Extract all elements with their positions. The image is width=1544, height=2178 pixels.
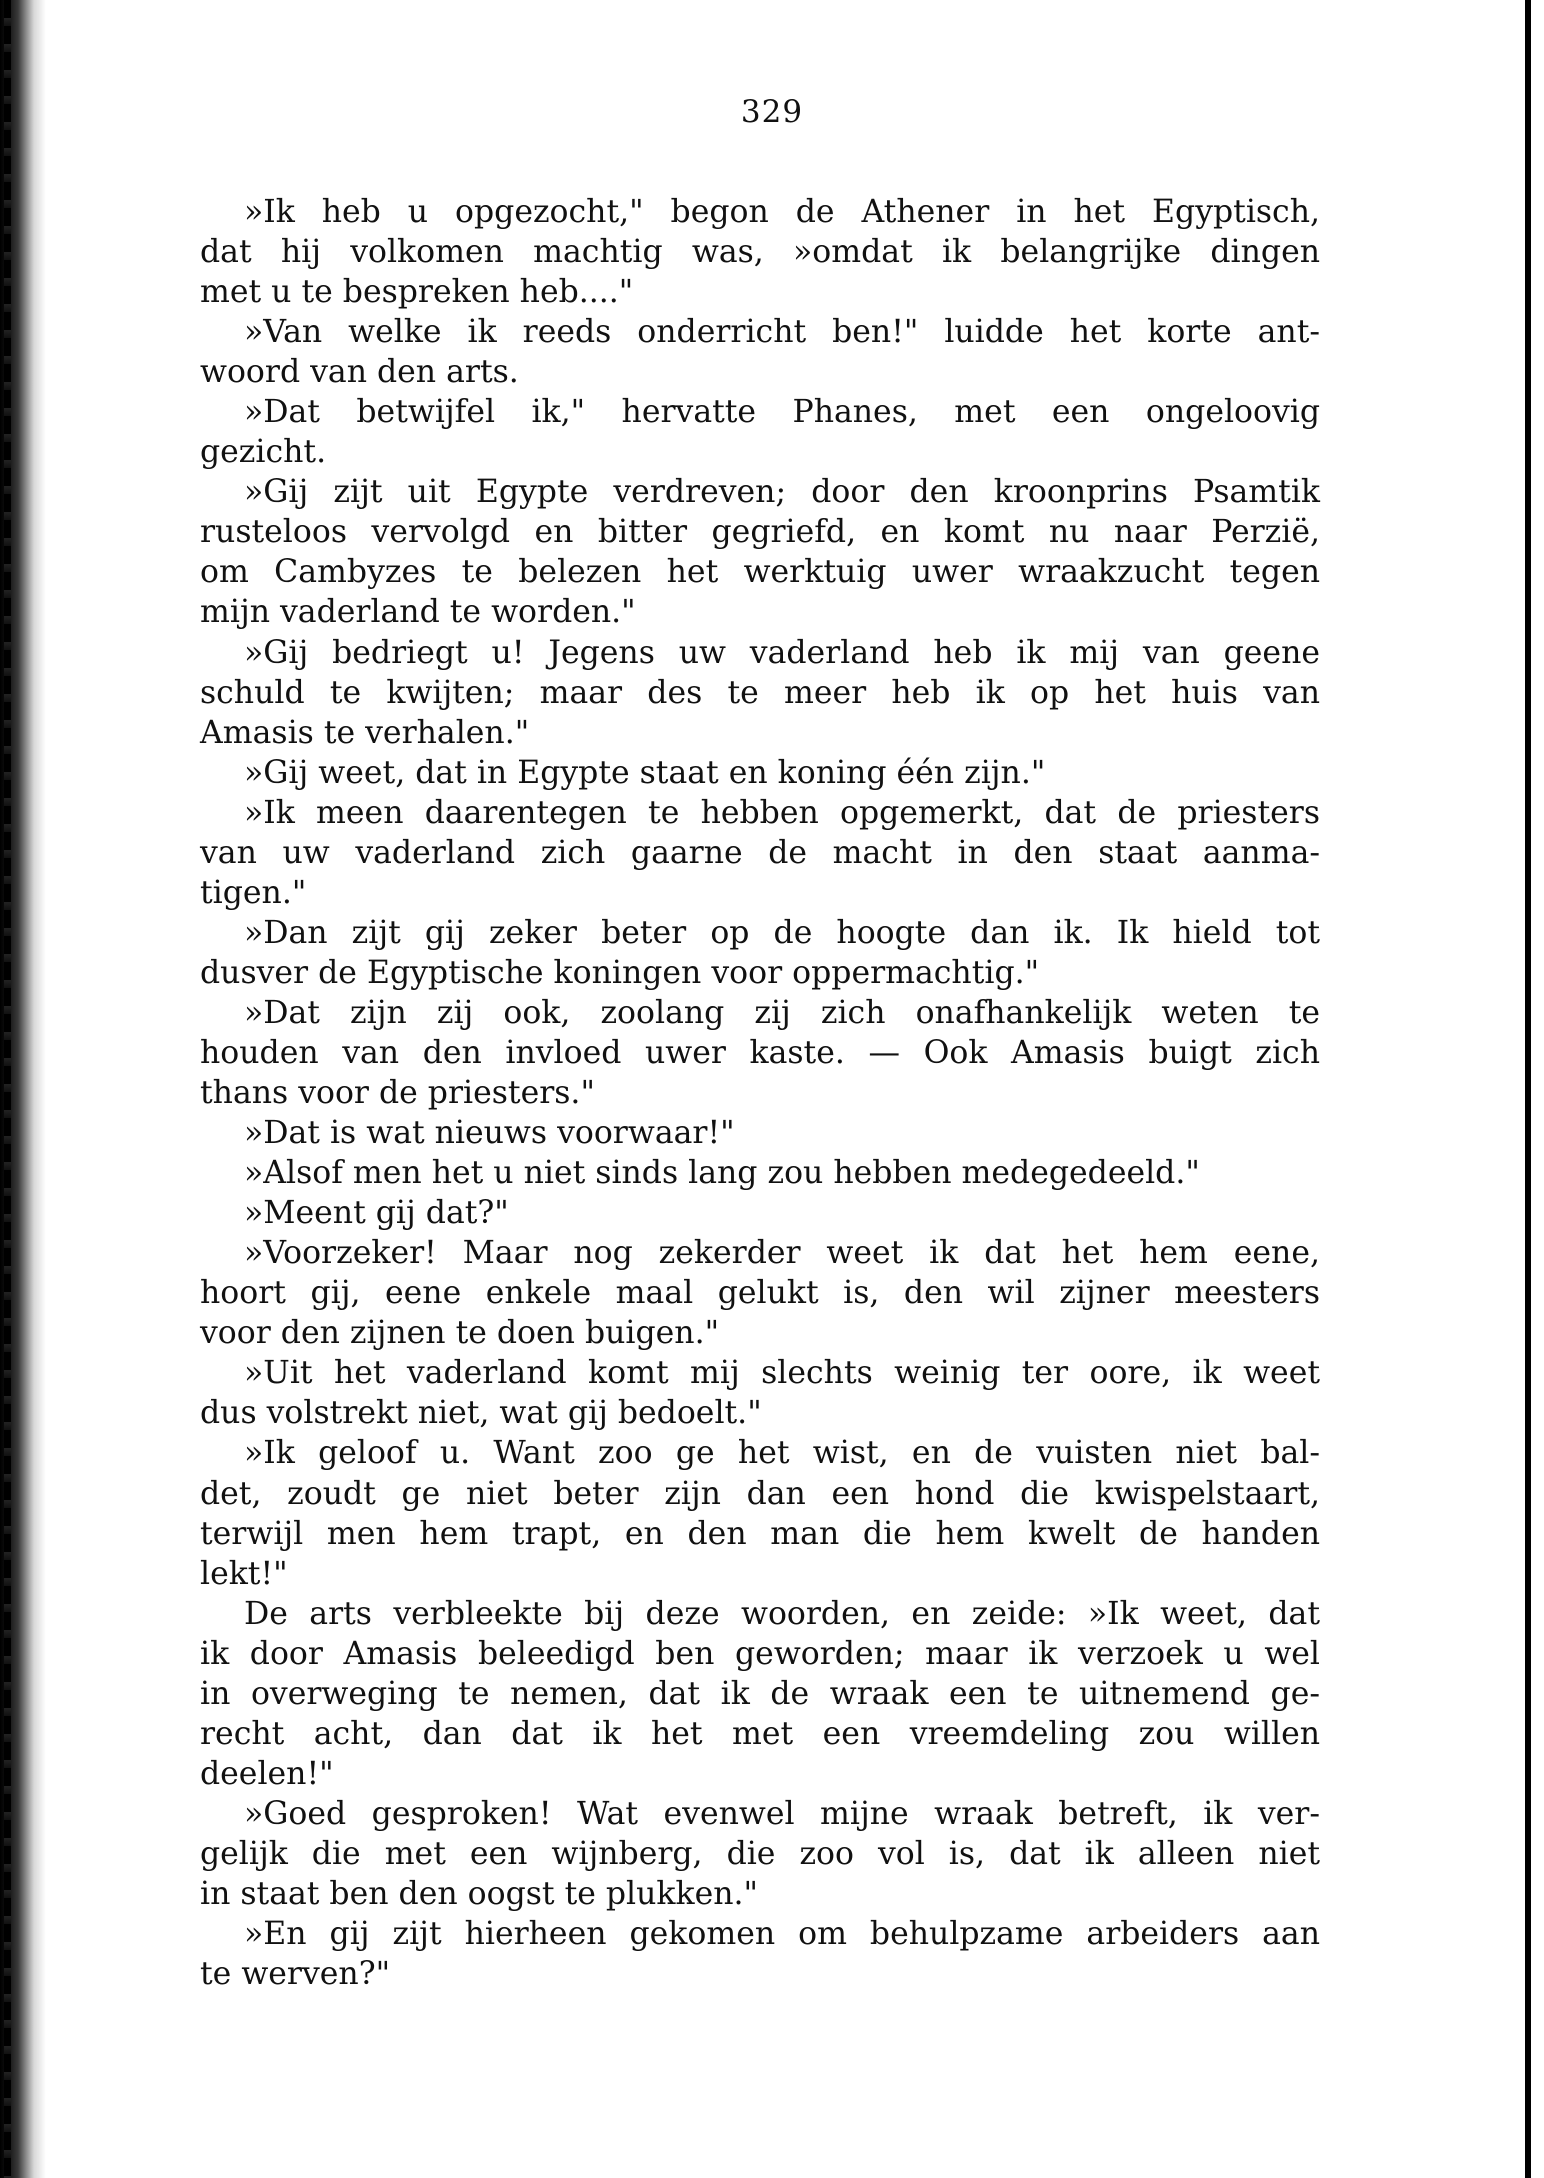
- text-line: »Gij zijt uit Egypte verdreven; door den kroonprins Psamtik: [244, 474, 1320, 511]
- page-body: [200, 192, 1320, 1994]
- text-line: voor den zijnen te doen buigen.": [200, 1315, 720, 1352]
- text-line: schuld te kwijten; maar des te meer heb ik op het huis van: [200, 674, 1320, 711]
- text-line: in overweging te nemen, dat ik de wraak een te uitnemend ge-: [200, 1675, 1320, 1712]
- text-line: gelijk die met een wijnberg, die zoo vol is, dat ik alleen niet: [200, 1835, 1320, 1872]
- text-line: rusteloos vervolgd en bitter gegriefd, en komt nu naar Perzië,: [200, 514, 1320, 551]
- text-line: terwijl men hem trapt, en den man die hem kwelt de handen: [200, 1515, 1320, 1552]
- text-line: recht acht, dan dat ik het met een vreemdeling zou willen: [200, 1715, 1320, 1752]
- text-line: te werven?": [200, 1956, 391, 1993]
- scan-right-edge: [1524, 0, 1544, 2178]
- text-line: tigen.": [200, 874, 307, 911]
- text-line: dus volstrekt niet, wat gij bedoelt.": [200, 1395, 762, 1432]
- text-line: »Gij bedriegt u! Jegens uw vaderland heb ik mij van geene: [244, 634, 1320, 671]
- text-line: hoort gij, eene enkele maal gelukt is, den wil zijner meesters: [200, 1275, 1320, 1312]
- text-line: om Cambyzes te belezen het werktuig uwer wraakzucht tegen: [200, 554, 1320, 591]
- text-line: deelen!": [200, 1755, 334, 1792]
- text-line: thans voor de priesters.": [200, 1075, 595, 1112]
- text-line: Amasis te verhalen.": [200, 714, 530, 751]
- text-line: »Dat betwijfel ik," hervatte Phanes, met een ongeloovig: [244, 394, 1320, 431]
- text-line: »Ik geloof u. Want zoo ge het wist, en de vuisten niet bal-: [244, 1435, 1320, 1472]
- text-line: dusver de Egyptische koningen voor oppermachtig.": [200, 954, 1040, 991]
- text-line: mijn vaderland te worden.": [200, 594, 636, 631]
- text-line: »Gij weet, dat in Egypte staat en koning één zijn.": [244, 754, 1046, 791]
- text-line: De arts verbleekte bij deze woorden, en zeide: »Ik weet, dat: [244, 1595, 1320, 1632]
- text-line: met u te bespreken heb....": [200, 274, 634, 311]
- page-number: 329: [740, 94, 804, 130]
- text-line: houden van den invloed uwer kaste. — Ook Amasis buigt zich: [200, 1034, 1320, 1071]
- text-line: dat hij volkomen machtig was, »omdat ik belangrijke dingen: [200, 234, 1320, 271]
- scan-binding-shadow: [0, 0, 46, 2178]
- text-line: »Ik heb u opgezocht," begon de Athener in het Egyptisch,: [244, 194, 1320, 230]
- text-line: ik door Amasis beleedigd ben geworden; maar ik verzoek u wel: [200, 1635, 1320, 1672]
- text-line: »Voorzeker! Maar nog zekerder weet ik dat het hem eene,: [244, 1235, 1320, 1272]
- text-line: »En gij zijt hierheen gekomen om behulpzame arbeiders aan: [244, 1916, 1320, 1953]
- text-line: »Goed gesproken! Wat evenwel mijne wraak betreft, ik ver-: [244, 1795, 1320, 1832]
- text-line: det, zoudt ge niet beter zijn dan een hond die kwispelstaart,: [200, 1475, 1320, 1512]
- text-line: »Ik meen daarentegen te hebben opgemerkt, dat de priesters: [244, 794, 1320, 831]
- text-line: »Uit het vaderland komt mij slechts weinig ter oore, ik weet: [244, 1355, 1320, 1392]
- text-line: van uw vaderland zich gaarne de macht in den staat aanma-: [200, 834, 1320, 871]
- text-line: »Dan zijt gij zeker beter op de hoogte dan ik. Ik hield tot: [244, 914, 1320, 951]
- text-line: »Dat zijn zij ook, zoolang zij zich onafhankelijk weten te: [244, 994, 1320, 1031]
- text-line: gezicht.: [200, 434, 327, 471]
- text-line: »Van welke ik reeds onderricht ben!" luidde het korte ant-: [244, 314, 1320, 351]
- text-line: woord van den arts.: [200, 354, 519, 391]
- text-line: »Dat is wat nieuws voorwaar!": [244, 1115, 735, 1152]
- text-line: »Alsof men het u niet sinds lang zou hebben medegedeeld.": [244, 1155, 1200, 1192]
- text-line: »Meent gij dat?": [244, 1195, 509, 1232]
- text-line: in staat ben den oogst te plukken.": [200, 1875, 759, 1912]
- text-line: lekt!": [200, 1555, 288, 1592]
